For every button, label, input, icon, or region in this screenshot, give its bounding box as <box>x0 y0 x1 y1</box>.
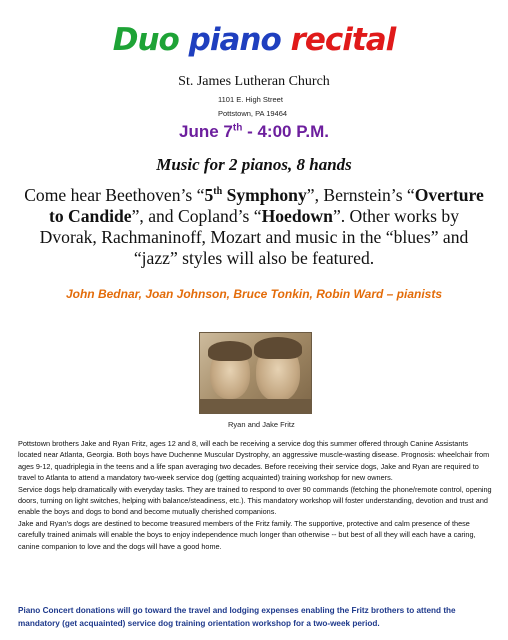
boys-photo <box>199 332 312 414</box>
event-date <box>0 122 508 142</box>
story-paragraph: Pottstown brothers Jake and Ryan Fritz, ages 12 and 8, will each be receiving a service dog this summer offered through Canine Assistants located near Atlanta, Georgia. Both boys have Duchenne Muscular Dystrophy, an aggressive muscle-wasting disease. Prognosis: wheelchair from ages 9-12, quadriplegia in the teens and a life span averaging two decades. Before receiving their service dogs, Jake and Ryan are required to travel to Atlanta to attend a mandatory two-week service dog (getting acquainted) training workshop for new owners. <box>18 439 490 483</box>
donation-note: Piano Concert donations will go toward the travel and lodging expenses enabling the Fritz brothers to attend the mandatory (get acquainted) service dog training orientation workshop for a two-week period. <box>18 606 456 628</box>
pianists-line: John Bednar, Joan Johnson, Bruce Tonkin, Robin Ward – pianists <box>65 287 443 301</box>
intro-text-1: Come hear Beethoven’s “ <box>24 184 205 205</box>
intro-candide: Overture to Candide <box>48 184 484 226</box>
title-word-piano: piano <box>188 22 281 58</box>
intro-text-4: ”. Other works by Dvorak, Rachmaninoff, Mozart and music in the “blues” and “jazz” styles will also be featured. <box>39 205 469 268</box>
photo-hair-left <box>208 341 252 361</box>
church-name: St. James Lutheran Church <box>178 74 330 89</box>
intro-fifth: 5 <box>204 184 214 205</box>
church-city: Pottstown, PA 19464 <box>218 109 288 118</box>
title-word-recital: recital <box>290 22 396 58</box>
date-ordinal: th <box>232 122 243 134</box>
intro-symphony: Symphony <box>222 184 307 205</box>
intro-hoedown: Hoedown <box>261 205 333 226</box>
church-street: 1101 E. High Street <box>218 95 283 104</box>
photo-hair-right <box>254 337 302 359</box>
story-paragraph: Jake and Ryan’s dogs are destined to become treasured members of the Fritz family. The supportive, protective and calm presence of these carefully trained animals will enable the boys to enjoy independence much longer than otherwise -- but best of all they will each have a caring, canine companion to love and the dogs will have a good home. <box>18 518 476 551</box>
intro-fifth-ordinal: th <box>213 186 223 197</box>
intro-text-3: ”, and Copland’s “ <box>131 205 262 226</box>
program-intro <box>20 181 488 269</box>
story-body <box>18 438 493 552</box>
date-time: - 4:00 P.M. <box>242 122 329 141</box>
date-prefix: June 7 <box>179 122 233 141</box>
event-subtitle: Music for 2 pianos, 8 hands <box>156 155 352 174</box>
recital-title <box>0 22 508 58</box>
intro-text-2: ”, Bernstein’s “ <box>306 184 415 205</box>
story-paragraph: Service dogs help dramatically with everyday tasks. They are trained to respond to over 90 commands (fetching the phone/remote control, opening doors, turning on light switches, helping with balance/steadiness, etc.). This mandatory workshop will foster understanding, devotion and trust and enable the boys and dogs to bond and become mutually cherished companions. <box>18 484 492 517</box>
photo-shirts <box>200 399 311 413</box>
photo-caption: Ryan and Jake Fritz <box>228 420 295 429</box>
title-word-duo: Duo <box>112 22 179 58</box>
